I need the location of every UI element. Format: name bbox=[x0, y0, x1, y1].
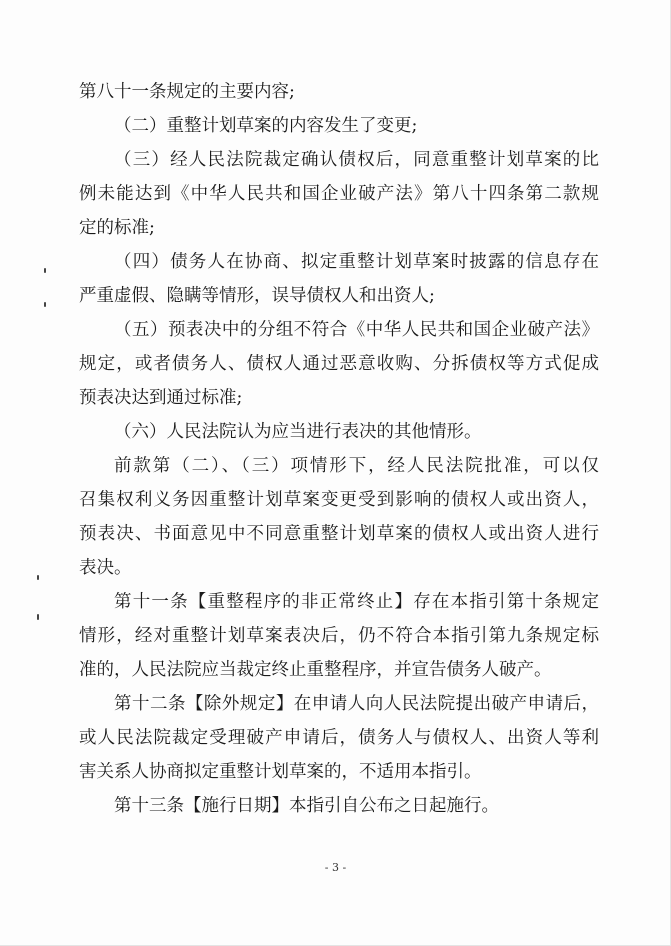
scan-speck bbox=[37, 575, 39, 580]
text-line: 前款第（二）、（三）项情形下，经人民法院批准，可以仅 bbox=[114, 456, 599, 476]
text-line: （六）人民法院认为应当进行表决的其他情形。 bbox=[114, 422, 482, 442]
scan-speck bbox=[37, 614, 39, 620]
text-line: 定的标准; bbox=[79, 218, 155, 238]
text-line: 害关系人协商拟定重整计划草案的，不适用本指引。 bbox=[79, 762, 482, 782]
text-line: 规定，或者债务人、债权人通过恶意收购、分拆债权等方式促成 bbox=[79, 354, 599, 374]
text-line: 或人民法院裁定受理破产申请后，债务人与债权人、出资人等利 bbox=[79, 728, 599, 748]
text-line: 预表决达到通过标准; bbox=[79, 388, 243, 408]
text-line: 准的，人民法院应当裁定终止重整程序，并宣告债务人破产。 bbox=[79, 660, 552, 680]
text-line: 表决。 bbox=[79, 558, 132, 578]
text-line: （二）重整计划草案的内容发生了变更; bbox=[114, 116, 418, 136]
text-line: 严重虚假、隐瞒等情形，误导债权人和出资人; bbox=[79, 286, 435, 306]
text-line: 情形，经对重整计划草案表决后，仍不符合本指引第九条规定标 bbox=[79, 626, 599, 646]
page-number: - 3 - bbox=[324, 861, 347, 874]
text-line: 预表决、书面意见中不同意重整计划草案的债权人或出资人进行 bbox=[79, 524, 599, 544]
text-line: 第十二条【除外规定】在申请人向人民法院提出破产申请后， bbox=[114, 694, 599, 714]
text-line: 第十一条【重整程序的非正常终止】存在本指引第十条规定 bbox=[114, 592, 599, 612]
text-line: 召集权利义务因重整计划草案变更受到影响的债权人或出资人， bbox=[79, 490, 599, 510]
scan-speck bbox=[44, 302, 46, 307]
text-line: （五）预表决中的分组不符合《中华人民共和国企业破产法》 bbox=[114, 320, 599, 340]
text-line: （四）债务人在协商、拟定重整计划草案时披露的信息存在 bbox=[114, 252, 599, 272]
scan-speck bbox=[44, 268, 46, 273]
text-line: 第八十一条规定的主要内容; bbox=[79, 82, 295, 102]
text-line: 第十三条【施行日期】本指引自公布之日起施行。 bbox=[114, 796, 499, 816]
text-line: 例未能达到《中华人民共和国企业破产法》第八十四条第二款规 bbox=[79, 184, 599, 204]
text-line: （三）经人民法院裁定确认债权后，同意重整计划草案的比 bbox=[114, 150, 599, 170]
